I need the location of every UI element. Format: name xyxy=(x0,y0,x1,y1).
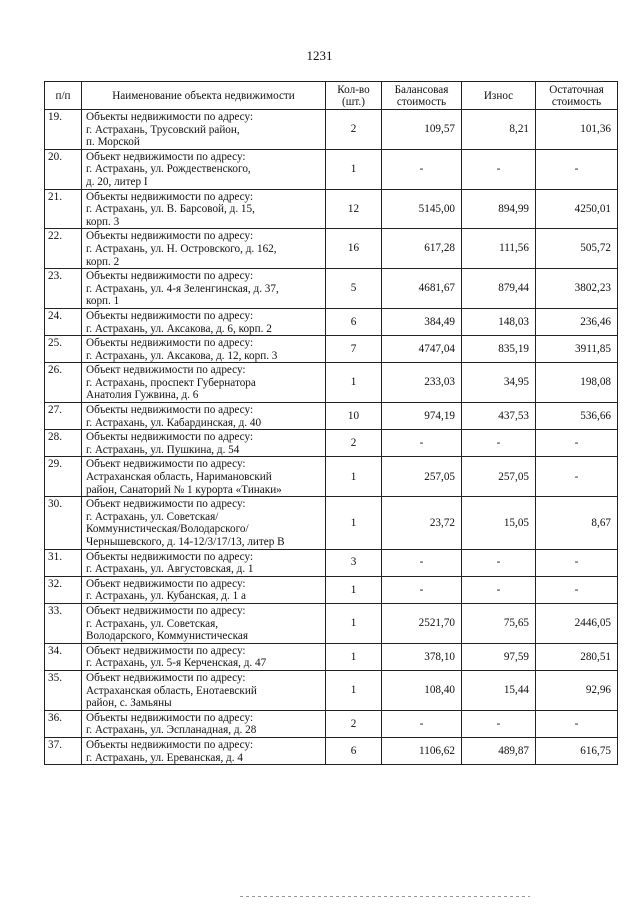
object-name xyxy=(82,189,326,229)
row-number: 35. xyxy=(45,670,82,710)
object-name-line: Объекты недвижимости по адресу: xyxy=(86,431,254,444)
quantity: 2 xyxy=(326,710,382,737)
object-name-line: г. Астрахань, ул. Кубанская, д. 1 а xyxy=(86,590,246,603)
book-value: 23,72 xyxy=(382,497,462,549)
object-name-line: г. Астрахань, ул. Эспланадная, д. 28 xyxy=(86,724,257,737)
quantity: 1 xyxy=(326,576,382,603)
object-name-line: Объекты недвижимости по адресу: xyxy=(86,738,254,751)
table-row xyxy=(45,269,618,309)
object-name-line: г. Астрахань, ул. Рождественского, xyxy=(86,163,251,176)
object-name-line: Объекты недвижимости по адресу: xyxy=(86,309,254,322)
book-value: 4747,04 xyxy=(382,336,462,363)
object-name-line: Астраханская область, Енотаевский xyxy=(86,684,257,697)
book-value: 2521,70 xyxy=(382,603,462,643)
object-name xyxy=(82,670,326,710)
object-name-line: корп. 2 xyxy=(86,255,120,268)
quantity: 16 xyxy=(326,229,382,269)
object-name-line: г. Астрахань, ул. В. Барсовой, д. 15, xyxy=(86,203,255,216)
object-name-line: Объекты недвижимости по адресу: xyxy=(86,111,254,123)
object-name xyxy=(82,110,326,150)
book-value: 974,19 xyxy=(382,403,462,430)
residual-value: - xyxy=(536,457,618,497)
wear-value: 437,53 xyxy=(462,403,536,430)
object-name-line: Коммунистическая/Володарского/ xyxy=(86,523,249,536)
row-number: 33. xyxy=(45,603,82,643)
row-number: 28. xyxy=(45,430,82,457)
object-name-line: д. 20, литер I xyxy=(86,175,148,188)
object-name xyxy=(82,737,326,764)
object-name-line: г. Астрахань, ул. Августовская, д. 1 xyxy=(86,563,254,576)
book-value: 384,49 xyxy=(382,308,462,335)
wear-value: - xyxy=(462,576,536,603)
table-row xyxy=(45,336,618,363)
quantity: 5 xyxy=(326,269,382,309)
residual-value: 92,96 xyxy=(536,670,618,710)
object-name xyxy=(82,430,326,457)
book-value: - xyxy=(382,710,462,737)
object-name-line: Объект недвижимости по адресу: xyxy=(86,458,246,471)
wear-value: 111,56 xyxy=(462,229,536,269)
wear-value: 148,03 xyxy=(462,308,536,335)
wear-value: 489,87 xyxy=(462,737,536,764)
residual-value: - xyxy=(536,149,618,189)
object-name-line: Объект недвижимости по адресу: xyxy=(86,364,246,377)
row-number: 37. xyxy=(45,737,82,764)
object-name-line: Объект недвижимости по адресу: xyxy=(86,577,246,590)
object-name xyxy=(82,497,326,549)
residual-value: 3911,85 xyxy=(536,336,618,363)
object-name-line: г. Астрахань, ул. Н. Островского, д. 162, xyxy=(86,242,277,255)
quantity: 3 xyxy=(326,549,382,576)
table-row xyxy=(45,576,618,603)
table-row xyxy=(45,149,618,189)
object-name-line: Объекты недвижимости по адресу: xyxy=(86,550,254,563)
wear-value: 15,44 xyxy=(462,670,536,710)
book-value: 4681,67 xyxy=(382,269,462,309)
object-name xyxy=(82,549,326,576)
header-resid-line2: стоимость xyxy=(551,95,602,108)
quantity: 1 xyxy=(326,457,382,497)
quantity: 1 xyxy=(326,643,382,670)
table-row xyxy=(45,363,618,403)
table-row xyxy=(45,643,618,670)
quantity: 6 xyxy=(326,737,382,764)
object-name-line: Объект недвижимости по адресу: xyxy=(86,604,246,617)
residual-value: - xyxy=(536,549,618,576)
table-row xyxy=(45,710,618,737)
object-name-line: г. Астрахань, ул. Аксакова, д. 12, корп. 3 xyxy=(86,349,278,362)
quantity: 7 xyxy=(326,336,382,363)
row-number: 24. xyxy=(45,308,82,335)
object-name-line: Астраханская область, Наримановский xyxy=(86,471,272,484)
table-row xyxy=(45,603,618,643)
quantity: 2 xyxy=(326,430,382,457)
table-row xyxy=(45,497,618,549)
row-number: 32. xyxy=(45,576,82,603)
object-name-line: Объекты недвижимости по адресу: xyxy=(86,230,254,243)
wear-value: 97,59 xyxy=(462,643,536,670)
object-name-line: Объекты недвижимости по адресу: xyxy=(86,404,254,417)
row-number: 23. xyxy=(45,269,82,309)
book-value: 5145,00 xyxy=(382,189,462,229)
header-residual-value xyxy=(536,82,618,110)
object-name-line: Объекты недвижимости по адресу: xyxy=(86,337,254,350)
table-row xyxy=(45,110,618,150)
object-name-line: г. Астрахань, ул. Кабардинская, д. 40 xyxy=(86,416,262,429)
row-number: 19. xyxy=(45,110,82,150)
book-value: 233,03 xyxy=(382,363,462,403)
object-name-line: г. Астрахань, ул. Советская, xyxy=(86,617,219,630)
table-row xyxy=(45,737,618,764)
table-header-row xyxy=(45,82,618,110)
quantity: 1 xyxy=(326,149,382,189)
object-name xyxy=(82,403,326,430)
book-value: - xyxy=(382,549,462,576)
header-qty-line2: (шт.) xyxy=(342,95,365,108)
object-name-line: район, с. Замьяны xyxy=(86,697,172,710)
residual-value: - xyxy=(536,710,618,737)
wear-value: 34,95 xyxy=(462,363,536,403)
residual-value: 505,72 xyxy=(536,229,618,269)
header-qty xyxy=(326,82,382,110)
quantity: 1 xyxy=(326,497,382,549)
residual-value: 236,46 xyxy=(536,308,618,335)
residual-value: 2446,05 xyxy=(536,603,618,643)
row-number: 30. xyxy=(45,497,82,549)
residual-value: 3802,23 xyxy=(536,269,618,309)
wear-value: 75,65 xyxy=(462,603,536,643)
quantity: 1 xyxy=(326,363,382,403)
object-name-line: район, Санаторий № 1 курорта «Тинаки» xyxy=(86,483,282,496)
object-name-line: г. Астрахань, ул. 5-я Керченская, д. 47 xyxy=(86,657,267,670)
quantity: 1 xyxy=(326,670,382,710)
quantity: 2 xyxy=(326,110,382,150)
page-number: 1231 xyxy=(306,48,333,63)
object-name xyxy=(82,457,326,497)
table-row xyxy=(45,189,618,229)
header-wear: Износ xyxy=(462,82,536,110)
residual-value: 4250,01 xyxy=(536,189,618,229)
table-row xyxy=(45,229,618,269)
table-row xyxy=(45,549,618,576)
residual-value: 198,08 xyxy=(536,363,618,403)
book-value: - xyxy=(382,576,462,603)
residual-value: 616,75 xyxy=(536,737,618,764)
quantity: 1 xyxy=(326,603,382,643)
residual-value: 280,51 xyxy=(536,643,618,670)
object-name-line: г. Астрахань, проспект Губернатора xyxy=(86,376,256,389)
wear-value: 8,21 xyxy=(462,110,536,150)
wear-value: 257,05 xyxy=(462,457,536,497)
row-number: 34. xyxy=(45,643,82,670)
object-name-line: Анатолия Гужвина, д. 6 xyxy=(86,389,199,402)
footer-divider xyxy=(240,896,530,897)
object-name-line: г. Астрахань, Трусовский район, xyxy=(86,123,240,136)
table-row xyxy=(45,430,618,457)
object-name xyxy=(82,336,326,363)
header-book-value xyxy=(382,82,462,110)
quantity: 6 xyxy=(326,308,382,335)
row-number: 21. xyxy=(45,189,82,229)
row-number: 26. xyxy=(45,363,82,403)
wear-value: 15,05 xyxy=(462,497,536,549)
object-name-line: Объекты недвижимости по адресу: xyxy=(86,190,254,203)
book-value: - xyxy=(382,149,462,189)
wear-value: - xyxy=(462,710,536,737)
book-value: 257,05 xyxy=(382,457,462,497)
table-row xyxy=(45,457,618,497)
row-number: 25. xyxy=(45,336,82,363)
header-book-line2: стоимость xyxy=(396,95,447,108)
object-name xyxy=(82,149,326,189)
object-name xyxy=(82,603,326,643)
residual-value: - xyxy=(536,430,618,457)
object-name xyxy=(82,363,326,403)
row-number: 31. xyxy=(45,549,82,576)
header-qty-line1: Кол-во xyxy=(337,83,370,96)
book-value: 1106,62 xyxy=(382,737,462,764)
object-name xyxy=(82,710,326,737)
header-resid-line1: Остаточная xyxy=(549,83,604,96)
property-table xyxy=(44,81,618,765)
wear-value: 894,99 xyxy=(462,189,536,229)
header-book-line1: Балансовая xyxy=(394,83,449,96)
quantity: 12 xyxy=(326,189,382,229)
header-num: п/п xyxy=(45,82,82,110)
wear-value: 879,44 xyxy=(462,269,536,309)
row-number: 20. xyxy=(45,149,82,189)
row-number: 22. xyxy=(45,229,82,269)
wear-value: 835,19 xyxy=(462,336,536,363)
object-name-line: г. Астрахань, ул. Ереванская, д. 4 xyxy=(86,751,243,764)
object-name xyxy=(82,229,326,269)
object-name-line: Чернышевского, д. 14-12/3/17/13, литер В xyxy=(86,536,285,548)
table-row xyxy=(45,670,618,710)
book-value: - xyxy=(382,430,462,457)
book-value: 378,10 xyxy=(382,643,462,670)
object-name-line: г. Астрахань, ул. Советская/ xyxy=(86,510,219,523)
object-name-line: г. Астрахань, ул. Пушкина, д. 54 xyxy=(86,443,240,456)
wear-value: - xyxy=(462,549,536,576)
object-name-line: Объекты недвижимости по адресу: xyxy=(86,711,254,724)
residual-value: 8,67 xyxy=(536,497,618,549)
book-value: 617,28 xyxy=(382,229,462,269)
object-name-line: Объекты недвижимости по адресу: xyxy=(86,270,254,283)
object-name-line: корп. 1 xyxy=(86,295,120,308)
object-name-line: Володарского, Коммунистическая xyxy=(86,630,249,643)
object-name-line: Объект недвижимости по адресу: xyxy=(86,150,246,163)
object-name-line: корп. 3 xyxy=(86,215,120,228)
object-name xyxy=(82,643,326,670)
object-name xyxy=(82,269,326,309)
quantity: 10 xyxy=(326,403,382,430)
row-number: 29. xyxy=(45,457,82,497)
residual-value: 101,36 xyxy=(536,110,618,150)
book-value: 108,40 xyxy=(382,670,462,710)
residual-value: 536,66 xyxy=(536,403,618,430)
residual-value: - xyxy=(536,576,618,603)
table-row xyxy=(45,308,618,335)
table-row xyxy=(45,403,618,430)
wear-value: - xyxy=(462,430,536,457)
object-name-line: Объект недвижимости по адресу: xyxy=(86,671,246,684)
object-name xyxy=(82,308,326,335)
object-name-line: г. Астрахань, ул. Аксакова, д. 6, корп. 2 xyxy=(86,322,272,335)
row-number: 27. xyxy=(45,403,82,430)
object-name xyxy=(82,576,326,603)
object-name-line: Объект недвижимости по адресу: xyxy=(86,644,246,657)
book-value: 109,57 xyxy=(382,110,462,150)
header-name: Наименование объекта недвижимости xyxy=(82,82,326,110)
object-name-line: Объект недвижимости по адресу: xyxy=(86,498,246,511)
wear-value: - xyxy=(462,149,536,189)
object-name-line: п. Морской xyxy=(86,136,140,149)
row-number: 36. xyxy=(45,710,82,737)
object-name-line: г. Астрахань, ул. 4-я Зеленгинская, д. 37, xyxy=(86,282,279,295)
